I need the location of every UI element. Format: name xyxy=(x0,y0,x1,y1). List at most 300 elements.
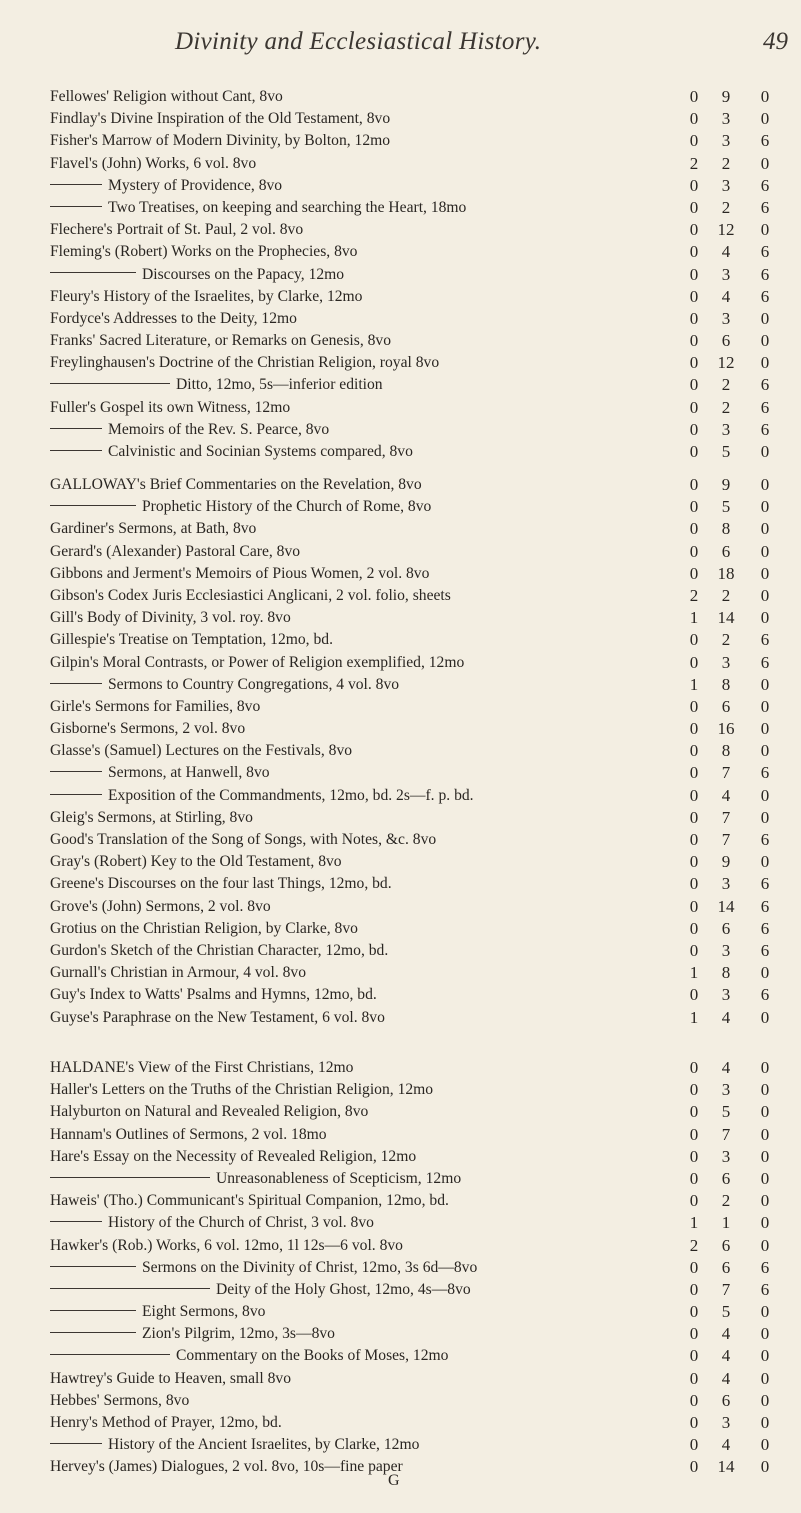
price-pence: 0 xyxy=(760,220,770,240)
entry-title: Gillespie's Treatise on Temptation, 12mo, bd. xyxy=(50,631,333,649)
entry-title: Guyse's Paraphrase on the New Testament, 6 vol. 8vo xyxy=(50,1008,385,1026)
price-shillings: 5 xyxy=(721,442,731,461)
price-shillings: 2 xyxy=(721,197,731,217)
catalogue-entry xyxy=(0,1412,801,1434)
price-shillings: 3 xyxy=(721,1146,731,1166)
catalogue-entry xyxy=(0,873,801,895)
catalogue-entry xyxy=(0,241,801,263)
price-pence: 0 xyxy=(760,153,770,173)
price-shillings: 14 xyxy=(717,896,735,916)
catalogue-entry xyxy=(0,441,801,463)
price-pounds: 0 xyxy=(689,1435,699,1455)
entry-title: Fellowes' Religion without Cant, 8vo xyxy=(50,88,283,105)
entry-text xyxy=(50,419,680,441)
entry-title: Hare's Essay on the Necessity of Revealed Religion, 12mo xyxy=(50,1147,417,1165)
ditto-dash xyxy=(50,1266,136,1267)
price-shillings: 2 xyxy=(721,585,731,605)
price-pence: 0 xyxy=(760,1413,770,1432)
ditto-dash xyxy=(50,683,102,684)
price-pounds: 0 xyxy=(689,442,699,461)
price-pence: 0 xyxy=(760,1213,770,1233)
price-shillings: 4 xyxy=(721,286,731,306)
price-shillings: 6 xyxy=(721,541,731,561)
price-shillings: 2 xyxy=(721,1191,731,1211)
price-pence: 0 xyxy=(760,475,770,494)
catalogue-entry xyxy=(0,1146,801,1168)
entry-text xyxy=(50,86,680,108)
price-shillings: 6 xyxy=(721,918,731,938)
entry-text xyxy=(50,785,680,807)
entry-text xyxy=(50,1456,680,1478)
price-pounds: 0 xyxy=(689,109,699,129)
ditto-dash xyxy=(50,794,102,795)
price-shillings: 4 xyxy=(721,1007,731,1027)
entry-title: Eight Sermons, 8vo xyxy=(142,1303,266,1321)
price-shillings: 6 xyxy=(721,331,731,351)
entry-text xyxy=(50,718,680,740)
entry-title: Gleig's Sermons, at Stirling, 8vo xyxy=(50,808,253,826)
entry-title: Commentary on the Books of Moses, 12mo xyxy=(176,1347,449,1365)
catalogue-entry xyxy=(0,197,801,219)
signature-mark: G xyxy=(388,1472,400,1489)
ditto-dash xyxy=(50,1310,136,1311)
entry-title: Fuller's Gospel its own Witness, 12mo xyxy=(50,398,291,416)
price-shillings: 14 xyxy=(717,1457,735,1477)
catalogue-entry xyxy=(0,397,801,419)
catalogue-entry xyxy=(0,264,801,286)
entry-title: Fisher's Marrow of Modern Divinity, by Bolton, 12mo xyxy=(50,132,391,150)
price-shillings: 6 xyxy=(721,1390,731,1410)
entry-text xyxy=(50,1434,680,1456)
entry-text xyxy=(50,197,680,219)
price-pounds: 1 xyxy=(689,1213,699,1233)
price-pence: 6 xyxy=(760,1279,770,1299)
price-pence: 0 xyxy=(760,1191,770,1211)
entry-title: Memoirs of the Rev. S. Pearce, 8vo xyxy=(108,420,330,438)
entry-title: Deity of the Holy Ghost, 12mo, 4s—8vo xyxy=(216,1280,471,1298)
entry-text xyxy=(50,1323,680,1345)
catalogue-entry xyxy=(0,1257,801,1279)
price-pounds: 0 xyxy=(689,918,699,938)
price-shillings: 3 xyxy=(721,652,731,672)
ditto-dash xyxy=(50,1221,102,1222)
price-pounds: 0 xyxy=(689,696,699,716)
catalogue-entry xyxy=(0,1212,801,1234)
catalogue-entry xyxy=(0,1007,801,1029)
price-pence: 6 xyxy=(760,264,770,284)
price-shillings: 7 xyxy=(721,807,731,827)
ditto-dash xyxy=(50,1332,136,1333)
price-pence: 0 xyxy=(760,1302,770,1322)
catalogue-entry xyxy=(0,1456,801,1478)
price-shillings: 9 xyxy=(721,87,731,106)
entry-title: Freylinghausen's Doctrine of the Christian Religion, royal 8vo xyxy=(50,354,440,372)
entry-text xyxy=(50,696,680,718)
price-shillings: 7 xyxy=(721,763,731,783)
price-pounds: 0 xyxy=(689,763,699,783)
price-shillings: 4 xyxy=(721,1368,731,1388)
price-pounds: 0 xyxy=(689,1413,699,1432)
price-pounds: 0 xyxy=(689,397,699,417)
price-pounds: 0 xyxy=(689,220,699,240)
entry-title: Sermons on the Divinity of Christ, 12mo, 3s 6d—8vo xyxy=(142,1258,478,1276)
price-shillings: 6 xyxy=(721,1257,731,1277)
price-pence: 0 xyxy=(760,1146,770,1166)
entry-text xyxy=(50,807,680,829)
catalogue-entry xyxy=(0,86,801,108)
price-pounds: 1 xyxy=(689,674,699,694)
catalogue-entry xyxy=(0,585,801,607)
price-pounds: 0 xyxy=(689,87,699,106)
price-pounds: 0 xyxy=(689,1124,699,1144)
price-pence: 0 xyxy=(760,852,770,872)
catalogue-entry xyxy=(0,219,801,241)
price-pence: 6 xyxy=(760,652,770,672)
price-pence: 0 xyxy=(760,585,770,605)
price-pounds: 0 xyxy=(689,131,699,151)
entry-text xyxy=(50,1257,680,1279)
price-pence: 6 xyxy=(760,397,770,417)
entry-title: Prophetic History of the Church of Rome, 8vo xyxy=(142,498,432,516)
price-pence: 0 xyxy=(760,1324,770,1344)
entry-text xyxy=(50,330,680,352)
price-pounds: 0 xyxy=(689,1346,699,1366)
entry-text xyxy=(50,241,680,263)
entry-text xyxy=(50,740,680,762)
entry-title: Hawtrey's Guide to Heaven, small 8vo xyxy=(50,1369,291,1387)
price-shillings: 2 xyxy=(721,630,731,650)
entry-title: Gibbons and Jerment's Memoirs of Pious Women, 2 vol. 8vo xyxy=(50,564,430,582)
entry-title: Discourses on the Papacy, 12mo xyxy=(142,265,345,283)
price-shillings: 8 xyxy=(721,674,731,694)
price-pence: 0 xyxy=(760,87,770,106)
price-shillings: 2 xyxy=(721,375,731,395)
entry-title: Gurnall's Christian in Armour, 4 vol. 8vo xyxy=(50,964,307,982)
price-shillings: 3 xyxy=(721,1080,731,1100)
price-pence: 0 xyxy=(760,1007,770,1027)
catalogue-section-f xyxy=(0,86,801,463)
price-pounds: 2 xyxy=(689,1235,699,1255)
entry-text xyxy=(50,1390,680,1412)
entry-title: Haweis' (Tho.) Communicant's Spiritual Companion, 12mo, bd. xyxy=(50,1192,449,1210)
price-shillings: 4 xyxy=(721,1435,731,1455)
price-shillings: 9 xyxy=(721,475,731,494)
catalogue-entry xyxy=(0,419,801,441)
entry-title: Sermons to Country Congregations, 4 vol. 8vo xyxy=(108,675,400,693)
price-pence: 0 xyxy=(760,1368,770,1388)
catalogue-entry xyxy=(0,785,801,807)
price-shillings: 3 xyxy=(721,264,731,284)
price-shillings: 18 xyxy=(717,563,735,583)
catalogue-entry xyxy=(0,718,801,740)
price-pounds: 1 xyxy=(689,608,699,628)
running-header xyxy=(0,28,801,68)
price-shillings: 8 xyxy=(721,519,731,539)
price-pounds: 0 xyxy=(689,652,699,672)
price-pence: 6 xyxy=(760,763,770,783)
price-pounds: 0 xyxy=(689,264,699,284)
catalogue-entry xyxy=(0,352,801,374)
entry-text xyxy=(50,1345,680,1367)
entry-text xyxy=(50,1279,680,1301)
price-pounds: 0 xyxy=(689,1457,699,1477)
entry-text xyxy=(50,1368,680,1390)
entry-title: Unreasonableness of Scepticism, 12mo xyxy=(216,1169,462,1187)
entry-text xyxy=(50,873,680,895)
price-shillings: 12 xyxy=(717,353,735,373)
entry-text xyxy=(50,962,680,984)
price-shillings: 16 xyxy=(717,719,735,739)
entry-title: Hebbes' Sermons, 8vo xyxy=(50,1391,190,1409)
catalogue-entry xyxy=(0,807,801,829)
price-shillings: 6 xyxy=(721,696,731,716)
entry-text xyxy=(50,585,680,607)
price-pounds: 0 xyxy=(689,242,699,262)
entry-title: Ditto, 12mo, 5s—inferior edition xyxy=(176,376,383,394)
price-pounds: 0 xyxy=(689,1257,699,1277)
catalogue-entry xyxy=(0,108,801,130)
ditto-dash xyxy=(50,272,136,273)
entry-title: Halyburton on Natural and Revealed Religion, 8vo xyxy=(50,1103,369,1121)
catalogue-entry xyxy=(0,607,801,629)
entry-title: Gill's Body of Divinity, 3 vol. roy. 8vo xyxy=(50,609,291,627)
ditto-dash xyxy=(50,1288,210,1289)
price-pounds: 1 xyxy=(689,963,699,983)
entry-title: Haller's Letters on the Truths of the Christian Religion, 12mo xyxy=(50,1081,434,1099)
entry-title: GALLOWAY's Brief Commentaries on the Revelation, 8vo xyxy=(50,476,422,493)
catalogue-entry xyxy=(0,629,801,651)
catalogue-entry xyxy=(0,175,801,197)
price-shillings: 3 xyxy=(721,1413,731,1432)
price-shillings: 3 xyxy=(721,308,731,328)
price-pounds: 0 xyxy=(689,1390,699,1410)
entry-title: Guy's Index to Watts' Psalms and Hymns, 12mo, bd. xyxy=(50,986,377,1004)
price-pence: 6 xyxy=(760,630,770,650)
catalogue-entry xyxy=(0,563,801,585)
entry-title: Glasse's (Samuel) Lectures on the Festivals, 8vo xyxy=(50,742,353,760)
entry-title: Fleury's History of the Israelites, by Clarke, 12mo xyxy=(50,287,363,305)
price-pence: 6 xyxy=(760,940,770,960)
price-pounds: 0 xyxy=(689,175,699,195)
entry-title: Grove's (John) Sermons, 2 vol. 8vo xyxy=(50,897,271,915)
price-pence: 0 xyxy=(760,1102,770,1122)
price-shillings: 4 xyxy=(721,1346,731,1366)
entry-text xyxy=(50,1212,680,1234)
catalogue-entry xyxy=(0,696,801,718)
price-pounds: 0 xyxy=(689,1058,699,1077)
catalogue-entry xyxy=(0,474,801,496)
price-pence: 0 xyxy=(760,719,770,739)
price-pounds: 0 xyxy=(689,286,699,306)
entry-title: Gray's (Robert) Key to the Old Testament, 8vo xyxy=(50,853,342,871)
entry-text xyxy=(50,108,680,130)
catalogue-entry xyxy=(0,674,801,696)
price-pence: 0 xyxy=(760,497,770,517)
catalogue-entry xyxy=(0,308,801,330)
entry-text xyxy=(50,264,680,286)
entry-title: Fleming's (Robert) Works on the Prophecies, 8vo xyxy=(50,243,358,261)
price-pence: 0 xyxy=(760,741,770,761)
entry-title: Franks' Sacred Literature, or Remarks on Genesis, 8vo xyxy=(50,332,392,350)
price-shillings: 5 xyxy=(721,1102,731,1122)
entry-text xyxy=(50,541,680,563)
catalogue-section-g xyxy=(0,474,801,1029)
price-pence: 6 xyxy=(760,918,770,938)
price-shillings: 1 xyxy=(721,1213,731,1233)
entry-title: Calvinistic and Socinian Systems compared, 8vo xyxy=(108,443,413,460)
price-pounds: 0 xyxy=(689,1146,699,1166)
price-pounds: 0 xyxy=(689,741,699,761)
ditto-dash xyxy=(50,1443,102,1444)
entry-text xyxy=(50,918,680,940)
price-pounds: 0 xyxy=(689,308,699,328)
price-pounds: 0 xyxy=(689,197,699,217)
price-pence: 6 xyxy=(760,131,770,151)
entry-title: History of the Ancient Israelites, by Clarke, 12mo xyxy=(108,1436,420,1454)
entry-title: Girle's Sermons for Families, 8vo xyxy=(50,697,261,715)
entry-text xyxy=(50,1101,680,1123)
entry-title: Gerard's (Alexander) Pastoral Care, 8vo xyxy=(50,542,301,560)
ditto-dash xyxy=(50,206,102,207)
price-pence: 0 xyxy=(760,109,770,129)
price-pence: 0 xyxy=(760,1124,770,1144)
price-pence: 0 xyxy=(760,563,770,583)
entry-title: Hervey's (James) Dialogues, 2 vol. 8vo, 10s—fine paper xyxy=(50,1458,403,1476)
entry-text xyxy=(50,1301,680,1323)
catalogue-entry xyxy=(0,541,801,563)
catalogue-entry xyxy=(0,286,801,308)
catalogue-entry xyxy=(0,740,801,762)
price-pence: 0 xyxy=(760,674,770,694)
entry-text xyxy=(50,607,680,629)
price-pounds: 0 xyxy=(689,497,699,517)
ditto-dash xyxy=(50,771,102,772)
price-pence: 6 xyxy=(760,830,770,849)
price-pence: 6 xyxy=(760,1257,770,1277)
price-pounds: 0 xyxy=(689,940,699,960)
catalogue-entry xyxy=(0,1057,801,1079)
entry-text xyxy=(50,352,680,374)
entry-title: Gardiner's Sermons, at Bath, 8vo xyxy=(50,520,257,538)
catalogue-entry xyxy=(0,1235,801,1257)
price-pence: 0 xyxy=(760,1435,770,1455)
price-pounds: 0 xyxy=(689,1168,699,1188)
catalogue-entry xyxy=(0,762,801,784)
entry-title: Gisborne's Sermons, 2 vol. 8vo xyxy=(50,720,246,738)
price-pence: 0 xyxy=(760,963,770,983)
entry-text xyxy=(50,1168,680,1190)
ditto-dash xyxy=(50,184,102,185)
catalogue-section-h xyxy=(0,1057,801,1479)
catalogue-entry xyxy=(0,1301,801,1323)
price-shillings: 2 xyxy=(721,153,731,173)
catalogue-entry xyxy=(0,896,801,918)
entry-text xyxy=(50,629,680,651)
entry-text xyxy=(50,474,680,496)
price-pounds: 0 xyxy=(689,1102,699,1122)
catalogue-entry xyxy=(0,153,801,175)
entry-text xyxy=(50,1124,680,1146)
entry-title: Findlay's Divine Inspiration of the Old Testament, 8vo xyxy=(50,110,391,128)
price-pence: 0 xyxy=(760,1080,770,1100)
catalogue-entry xyxy=(0,984,801,1006)
price-pounds: 0 xyxy=(689,1191,699,1211)
price-shillings: 3 xyxy=(721,874,731,894)
entry-title: Sermons, at Hanwell, 8vo xyxy=(108,764,270,782)
entry-title: Hawker's (Rob.) Works, 6 vol. 12mo, 1l 12s—6 vol. 8vo xyxy=(50,1236,403,1254)
entry-title: Mystery of Providence, 8vo xyxy=(108,176,283,194)
price-pounds: 2 xyxy=(689,585,699,605)
price-pence: 6 xyxy=(760,896,770,916)
entry-text xyxy=(50,1190,680,1212)
entry-text xyxy=(50,374,680,396)
entry-text xyxy=(50,984,680,1006)
entry-text xyxy=(50,286,680,308)
price-pounds: 0 xyxy=(689,807,699,827)
price-pence: 6 xyxy=(760,242,770,262)
price-pounds: 2 xyxy=(689,153,699,173)
entry-title: Good's Translation of the Song of Songs, with Notes, &c. 8vo xyxy=(50,831,437,848)
price-shillings: 12 xyxy=(717,220,735,240)
catalogue-entry xyxy=(0,1124,801,1146)
entry-text xyxy=(50,518,680,540)
ditto-dash xyxy=(50,1177,210,1178)
price-pounds: 0 xyxy=(689,830,699,849)
entry-title: Exposition of the Commandments, 12mo, bd. 2s—f. p. bd. xyxy=(108,786,474,804)
catalogue-entry xyxy=(0,1190,801,1212)
entry-text xyxy=(50,851,680,873)
catalogue-entry xyxy=(0,1323,801,1345)
entry-title: Gurdon's Sketch of the Christian Character, 12mo, bd. xyxy=(50,941,389,959)
catalogue-entry xyxy=(0,330,801,352)
catalogue-entry xyxy=(0,1434,801,1456)
ditto-dash xyxy=(50,1354,170,1355)
price-pounds: 1 xyxy=(689,1007,699,1027)
price-pence: 6 xyxy=(760,419,770,439)
price-shillings: 5 xyxy=(721,497,731,517)
entry-text xyxy=(50,1007,680,1029)
price-pounds: 0 xyxy=(689,785,699,805)
catalogue-entry xyxy=(0,1279,801,1301)
price-pence: 0 xyxy=(760,519,770,539)
price-pence: 0 xyxy=(760,1058,770,1077)
price-shillings: 4 xyxy=(721,242,731,262)
ditto-dash xyxy=(50,450,102,451)
price-pounds: 0 xyxy=(689,630,699,650)
catalogue-entry xyxy=(0,496,801,518)
catalogue-entry xyxy=(0,918,801,940)
entry-text xyxy=(50,496,680,518)
entry-title: Flavel's (John) Works, 6 vol. 8vo xyxy=(50,154,257,172)
price-pounds: 0 xyxy=(689,563,699,583)
entry-title: Gibson's Codex Juris Ecclesiastici Anglicani, 2 vol. folio, sheets xyxy=(50,586,451,604)
entry-text xyxy=(50,762,680,784)
price-pence: 0 xyxy=(760,1457,770,1477)
entry-text xyxy=(50,441,680,463)
entry-title: Greene's Discourses on the four last Things, 12mo, bd. xyxy=(50,875,392,893)
catalogue-entry xyxy=(0,851,801,873)
entry-text xyxy=(50,130,680,152)
price-pounds: 0 xyxy=(689,874,699,894)
catalogue-entry xyxy=(0,940,801,962)
price-shillings: 7 xyxy=(721,830,731,849)
price-pence: 6 xyxy=(760,985,770,1005)
page-title: Divinity and Ecclesiastical History. xyxy=(175,28,542,55)
catalogue-entry xyxy=(0,1079,801,1101)
price-pounds: 0 xyxy=(689,519,699,539)
entry-text xyxy=(50,1412,680,1434)
price-pence: 6 xyxy=(760,286,770,306)
